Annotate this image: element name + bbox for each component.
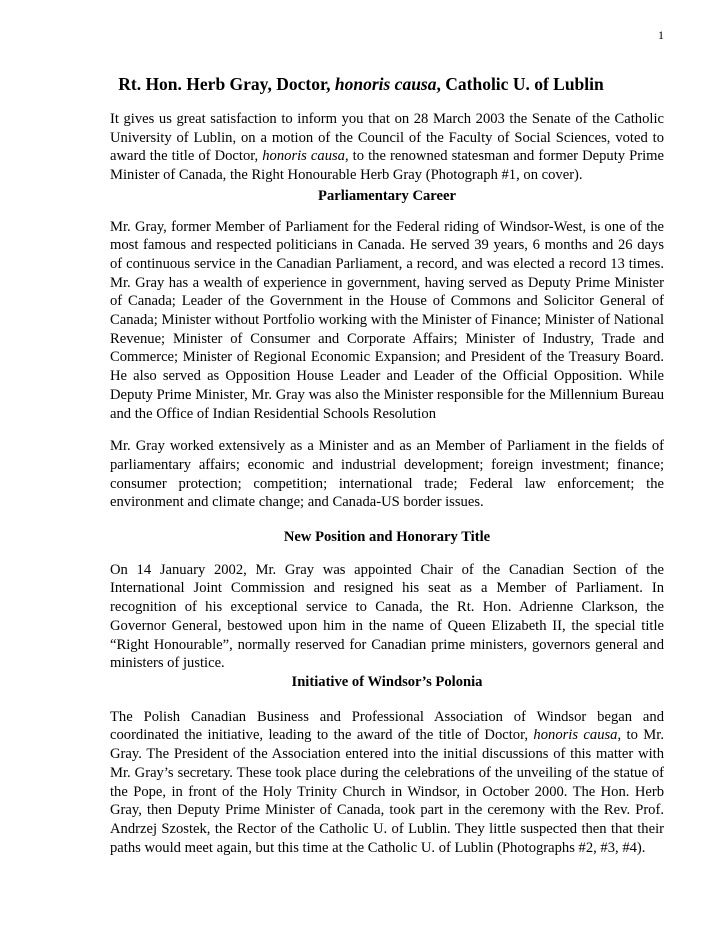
initiative-text-2: , to Mr. Gray. The President of the Association entered into the initial discussions of this matter with Mr. Gray’s secretary. These took place during the celebrations of the unveiling of the statue of the Pope, in front of the Holy Trinity Church in Windsor, in October 2000. The Hon. Herb Gray, then Deputy Prime Minister of Canada, took part in the ceremony with the Rev. Prof. Andrzej Szostek, the Rector of the Catholic U. of Lublin. They little suspected then that their paths would meet again, but this time at the Catholic U. of Lublin (Photographs #2, #3, #4).	[110, 727, 664, 856]
page-number: 1	[658, 28, 664, 42]
page-title	[0, 74, 722, 95]
heading-parliamentary-career: Parliamentary Career	[318, 187, 456, 204]
intro-italic: honoris causa	[262, 148, 345, 165]
heading-new-position: New Position and Honorary Title	[283, 529, 491, 546]
new-position-paragraph: On 14 January 2002, Mr. Gray was appointed Chair of the Canadian Section of the International Joint Commission and resigned his seat as a Member of Parliament. In recognition of his exceptional service to Canada, the Rt. Hon. Adrienne Clarkson, the Governor General, bestowed upon him in the name of Queen Elizabeth II, the special title “Right Honourable”, normally reserved for Canadian prime ministers, governors general and ministers of justice.	[110, 561, 664, 672]
parliamentary-paragraph-2: Mr. Gray worked extensively as a Minister and as an Member of Parliament in the fields of parliamentary affairs; economic and industrial development; foreign investment; finance; consumer protection; competition; international trade; Federal law enforcement; the environment and climate change; and Canada-US border issues.	[110, 438, 664, 511]
intro-paragraph	[110, 110, 664, 185]
document-body	[110, 110, 664, 857]
title-italic: honoris causa	[334, 74, 437, 94]
initiative-paragraph	[110, 708, 664, 858]
intro-text-1: It gives us great satisfaction to inform you that on 28 March 2003 the Senate of the Catholic University of Lublin, on a motion of the Council of the Faculty of Social Sciences, voted to award the title of Doctor,	[110, 111, 664, 165]
heading-initiative: Initiative of Windsor’s Polonia	[291, 673, 483, 690]
initiative-italic: honoris causa	[533, 727, 618, 744]
initiative-text-1: The Polish Canadian Business and Professional Association of Windsor began and coordinated the initiative, leading to the award of the title of Doctor,	[110, 708, 664, 744]
parliamentary-paragraph-1: Mr. Gray, former Member of Parliament for the Federal riding of Windsor-West, is one of the most famous and respected politicians in Canada. He served 39 years, 6 months and 26 days of continuous service in the Canadian Parliament, a record, and was elected a record 13 times. Mr. Gray has a wealth of experience in government, having served as Deputy Prime Minister of Canada; Leader of the Government in the House of Commons and Solicitor General of Canada; Minister without Portfolio working with the Minister of Finance; Minister of National Revenue; Minister of Consumer and Corporate Affairs; Minister of Industry, Trade and Commerce; Minister of Regional Economic Expansion; and President of the Treasury Board. He also served as Opposition House Leader and Leader of the Official Opposition. While Deputy Prime Minister, Mr. Gray was also the Minister responsible for the Millennium Bureau and the Office of Indian Residential Schools Resolution	[110, 218, 664, 422]
paragraph-gap	[110, 423, 664, 437]
title-prefix: Rt. Hon. Herb Gray, Doctor,	[118, 74, 335, 94]
intro-text-2: , to the renowned statesman and former Deputy Prime Minister of Canada, the Right Honourable Herb Gray (Photograph #1, on cover).	[110, 148, 664, 184]
title-suffix: , Catholic U. of Lublin	[436, 74, 604, 94]
